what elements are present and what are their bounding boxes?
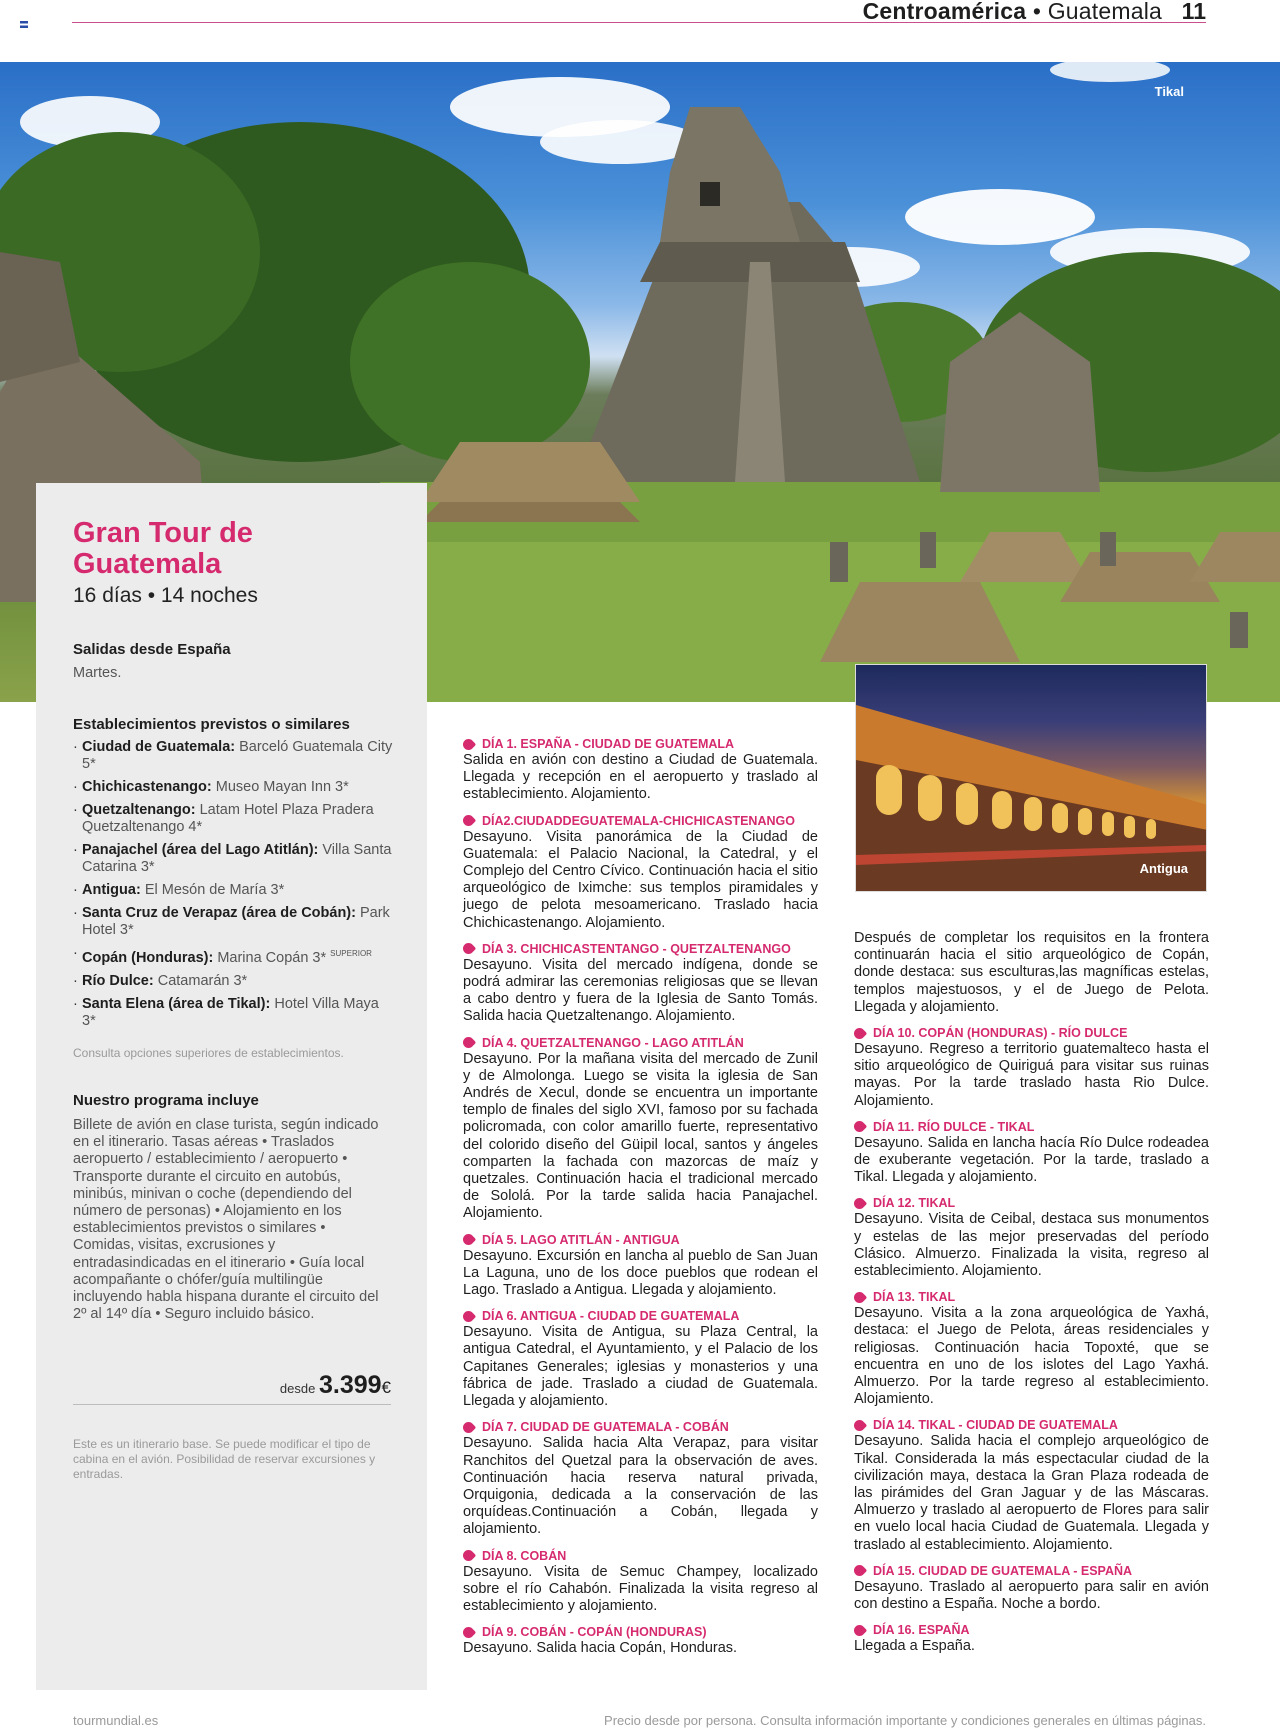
day-title: DÍA 16. ESPAÑA: [873, 1623, 970, 1638]
day-block: [854, 1417, 1209, 1553]
day-bullet-icon: [852, 1563, 868, 1579]
flag-icon: [20, 21, 28, 28]
hotel-item: · Panajachel (área del Lago Atitlán): Villa Santa Catarina 3*: [73, 842, 393, 876]
day-text: Desayuno. Salida en lancha hacía Río Dulce rodeadea de exuberante vegetación. Por la tarde, traslado a Tikal. Llegada y alojamiento.: [854, 1134, 1209, 1186]
hotel-item: · Ciudad de Guatemala: Barceló Guatemala City 5*: [73, 739, 393, 773]
day-title: DÍA 1. ESPAÑA - CIUDAD DE GUATEMALA: [482, 737, 735, 751]
day-text: Desayuno. Visita panorámica de la Ciudad de Guatemala: el Palacio Nacional, la Catedral, y el Complejo del Centro Cívico. Continuación hacia el sitio arqueológico de Iximche: sus templos piramidales y juego de pelota mesoamericano. Traslado hacia Chichicastenango. Alojamiento.: [463, 828, 818, 931]
day-text: Desayuno. Visita de Ceibal, destaca sus monumentos y estelas de las mejor preservadas del período Clásico. Almuerzo. Finalizada la visita, regreso al establecimiento. Alojamiento.: [854, 1211, 1209, 1280]
day-title: DÍA 9. COBÁN - COPÁN (HONDURAS): [482, 1625, 707, 1640]
day-title: DÍA 12. TIKAL: [873, 1196, 956, 1211]
day-title: DÍA 5. LAGO ATITLÁN - ANTIGUA: [482, 1232, 680, 1247]
day-block: [463, 736, 818, 804]
day-block: [463, 941, 818, 1026]
price-currency: €: [381, 1378, 391, 1397]
day-text: Desayuno. Visita a la zona arqueológica de Yaxhá, destaca: el Juego de Pelota, áreas residenciales y religiosas. Continuación hacia Topoxté, que se encuentra en uno de los islotes del Lago Yaxhá. Almuerzo. Por la tarde regreso al establecimiento. Alojamiento.: [854, 1305, 1209, 1408]
day-bullet-icon: [852, 1119, 868, 1135]
antigua-caption: Antigua: [1139, 861, 1188, 876]
day-text: Desayuno. Visita del mercado indígena, donde se podrá admirar las ceremonias religiosas que se llevan a cabo dentro y fuera de la Iglesia de Santo Tomás. Salida hacia Quetzaltenango. Alojamiento.: [463, 956, 818, 1025]
antigua-illustration: [856, 665, 1207, 892]
includes-text: Billete de avión en clase turista, según indicado en el itinerario. Tasas aéreas • Traslados aeropuerto / establecimiento / aeropuerto • Transporte durante el circuito en autobús, minibús, minivan o coche (dependiendo del número de personas) • Alojamiento en los establecimientos previstos o similares • Comidas, visitas, excrusiones y entradasindicadas en el itinerario • Guía local acompañante o chófer/guía multilingüe incluyendo habla hispana durante el circuito del 2º al 14º día • Seguro incluido básico.: [73, 1117, 379, 1323]
day-title: DÍA2.CIUDADDEGUATEMALA-CHICHICASTENANGO: [482, 813, 795, 828]
day-title: DÍA 3. CHICHICASTENTANGO - QUETZALTENANGO: [482, 941, 791, 956]
day-block: [854, 1025, 1209, 1110]
day-block: [463, 813, 818, 932]
day-block: [463, 1624, 818, 1657]
day-bullet-icon: [461, 1420, 477, 1436]
footer-note: Precio desde por persona. Consulta información importante y condiciones generales en últimas páginas.: [604, 1713, 1206, 1728]
day-text: Llegada a España.: [854, 1638, 975, 1655]
day-block: [463, 1308, 818, 1410]
hotel-item: · Santa Elena (área de Tikal): Hotel Villa Maya 3*: [73, 996, 393, 1030]
day-bullet-icon: [461, 1624, 477, 1640]
day-block: [463, 1035, 818, 1223]
price-amount: 3.399: [318, 1371, 382, 1399]
day-text: Desayuno. Por la mañana visita del mercado de Zunil y de Almolonga. Luego se visita la iglesia de San Andrés de Xecul, donde se encuentra un importante templo de finales del siglo XVI, famoso por su fachada policromada, con color amarillo fuerte, representativo del colorido diseño del Güipil local, santos y ángeles comparten la fachada con mazorcas de maíz y quetzales. Continuación hacia el tradicional mercado de Sololá. Por la tarde salida hacia Panajachel. Alojamiento.: [463, 1050, 818, 1222]
hotels-note: Consulta opciones superiores de establecimientos.: [73, 1046, 344, 1060]
header-separator: •: [1026, 0, 1048, 24]
day-title: DÍA 10. COPÁN (HONDURAS) - RÍO DULCE: [873, 1026, 1128, 1041]
day-bullet-icon: [461, 1309, 477, 1325]
price-row: [73, 1371, 391, 1405]
day-text: Desayuno. Salida hacia el complejo arqueológico de Tikal. Considerada la más espectacular ciudad de la civilización maya, destaca la Gran Plaza rodeada de las pirámides del Gran Jaguar y de las Máscaras. Almuerzo y traslado al aeropuerto de Flores para salir en vuelo local hacia Ciudad de Guatemala. Llegada y traslado al establecimiento. Alojamiento.: [854, 1433, 1209, 1553]
day-title: DÍA 13. TIKAL: [873, 1290, 956, 1305]
day-text: Desayuno. Visita de Semuc Champey, localizado sobre el río Cahabón. Finalizada la visita regreso al establecimiento y alojamiento.: [463, 1563, 818, 1614]
day-title: DÍA 7. CIUDAD DE GUATEMALA - COBÁN: [482, 1420, 729, 1435]
header-region: Centroamérica: [862, 0, 1027, 24]
day-bullet-icon: [461, 941, 477, 957]
day-text: Desayuno. Salida hacia Alta Verapaz, para visitar Ranchitos del Quetzal para la observación de aves. Continuación hacia reserva natural privada, Orquigonia, dedicada a la conservación de las orquídeas.Continuación a Cobán, llegada y alojamiento.: [463, 1435, 818, 1538]
day-text: Desayuno. Regreso a territorio guatemalteco hasta el sitio arqueológico de Quiriguá para visitar sus ruinas mayas. Por la tarde traslado hasta Rio Dulce. Alojamiento.: [854, 1041, 1209, 1109]
includes-heading: Nuestro programa incluye: [73, 1092, 259, 1109]
day-bullet-icon: [461, 1232, 477, 1248]
hotel-item: · Río Dulce: Catamarán 3*: [73, 973, 393, 990]
day-bullet-icon: [852, 1196, 868, 1212]
day-title: DÍA 4. QUETZALTENANGO - LAGO ATITLÁN: [482, 1035, 744, 1050]
day-text: Desayuno. Salida hacia Copán, Honduras.: [463, 1640, 738, 1657]
day-bullet-icon: [852, 1025, 868, 1041]
departures-heading: Salidas desde España: [73, 641, 231, 658]
tour-info-panel: [36, 483, 427, 1690]
day-block: [463, 1419, 818, 1538]
day-title: DÍA 6. ANTIGUA - CIUDAD DE GUATEMALA: [482, 1309, 740, 1324]
day-bullet-icon: [852, 1418, 868, 1434]
hotels-heading: Establecimientos previstos o similares: [73, 716, 350, 733]
day-text: Desayuno. Traslado al aeropuerto para salir en avión con destino a España. Noche a bordo.: [854, 1578, 1209, 1613]
day-title: DÍA 14. TIKAL - CIUDAD DE GUATEMALA: [873, 1418, 1118, 1433]
day-bullet-icon: [461, 736, 477, 752]
disclaimer: Este es un itinerario base. Se puede modificar el tipo de cabina en el avión. Posibilidad de reservar excursiones y entradas.: [73, 1437, 376, 1481]
header-country: Guatemala: [1047, 0, 1162, 24]
day-text: Salida en avión con destino a Ciudad de Guatemala. Llegada y recepción en el aeropuerto y traslado al establecimiento. Alojamiento.: [463, 752, 818, 803]
day-block: [463, 1548, 818, 1616]
price-prefix: desde: [279, 1381, 319, 1396]
itinerary-column-2: [854, 930, 1209, 1665]
day-block: [854, 1563, 1209, 1613]
page-number: 11: [1181, 0, 1206, 24]
day-9-continued-text: Después de completar los requisitos en la frontera continuarán hacia el sitio arqueológico de Copán, donde destaca: sus esculturas,las magníficas estelas, templos majestuosos, y el de Juego de Pelota. Llegada y alojamiento.: [854, 930, 1209, 1015]
antigua-photo: [855, 664, 1207, 892]
hotel-item: · Chichicastenango: Museo Mayan Inn 3*: [73, 779, 393, 796]
tour-title: Gran Tour de Guatemala: [73, 517, 253, 580]
day-block: [854, 1119, 1209, 1187]
day-bullet-icon: [461, 1035, 477, 1051]
hotel-item: · Santa Cruz de Verapaz (área de Cobán): Park Hotel 3*: [73, 905, 393, 939]
website-link[interactable]: tourmundial.es: [73, 1713, 159, 1728]
hero-caption: Tikal: [1154, 84, 1184, 99]
hotel-list: [73, 739, 393, 1036]
hotel-item: · Copán (Honduras): Marina Copán 3* $^{SUPERIOR}$: [73, 945, 393, 967]
day-title: DÍA 15. CIUDAD DE GUATEMALA - ESPAÑA: [873, 1563, 1133, 1578]
day-block: [854, 1289, 1209, 1408]
day-bullet-icon: [852, 1289, 868, 1305]
day-block: [854, 1622, 1209, 1655]
day-title: DÍA 11. RÍO DULCE - TIKAL: [873, 1119, 1035, 1134]
hotel-item: · Quetzaltenango: Latam Hotel Plaza Pradera Quetzaltenango 4*: [73, 802, 393, 836]
day-bullet-icon: [461, 1548, 477, 1564]
day-text: Desayuno. Visita de Antigua, su Plaza Central, la antigua Catedral, el Ayuntamiento, y el Palacio de los Capitanes Generales; iglesias y monasterios y una fábrica de jade. Traslado a ciudad de Guatemala. Llegada y alojamiento.: [463, 1324, 818, 1410]
day-block: [854, 1195, 1209, 1280]
day-block: [463, 1232, 818, 1300]
hotel-item: · Antigua: El Mesón de María 3*: [73, 882, 393, 899]
departures-text: Martes.: [73, 665, 122, 681]
day-bullet-icon: [852, 1623, 868, 1639]
day-title: DÍA 8. COBÁN: [482, 1548, 567, 1563]
day-bullet-icon: [461, 813, 477, 829]
itinerary-column-1: [463, 736, 818, 1666]
page-header: [863, 0, 1162, 25]
day-text: Desayuno. Excursión en lancha al pueblo de San Juan La Laguna, uno de los doce pueblos que rodean el Lago. Traslado a Antigua. Llegada y alojamiento.: [463, 1247, 818, 1299]
tour-duration: 16 días • 14 noches: [73, 584, 258, 607]
